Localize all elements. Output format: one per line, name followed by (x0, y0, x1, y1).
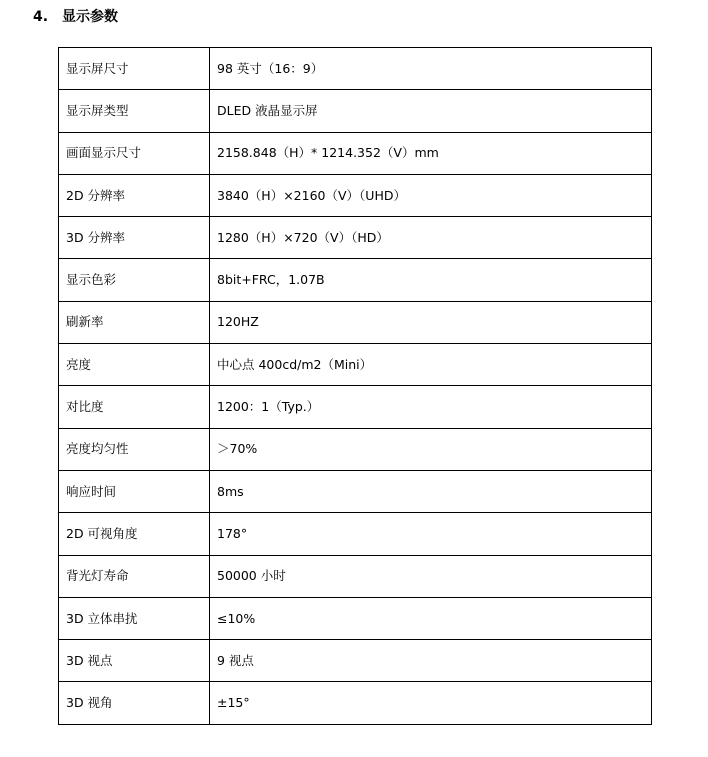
spec-value: 3840（H）×2160（V）（UHD） (210, 174, 652, 216)
spec-value: 178° (210, 513, 652, 555)
section-heading (33, 7, 118, 27)
table-row (59, 640, 652, 682)
table-row (59, 428, 652, 470)
spec-label: 2D 分辨率 (59, 174, 210, 216)
table-row (59, 48, 652, 90)
spec-label: 显示屏尺寸 (59, 48, 210, 90)
spec-value: 50000 小时 (210, 555, 652, 597)
display-spec-table (58, 47, 652, 725)
spec-label: 显示屏类型 (59, 90, 210, 132)
table-row (59, 344, 652, 386)
section-number: 4. (33, 9, 49, 25)
spec-label: 3D 视角 (59, 682, 210, 724)
spec-label: 响应时间 (59, 470, 210, 512)
table-row (59, 597, 652, 639)
table-row (59, 132, 652, 174)
spec-value: ≤10% (210, 597, 652, 639)
spec-value: DLED 液晶显示屏 (210, 90, 652, 132)
spec-label: 2D 可视角度 (59, 513, 210, 555)
spec-value: 中心点 400cd/m2（Mini） (210, 344, 652, 386)
table-row (59, 90, 652, 132)
spec-label: 3D 立体串扰 (59, 597, 210, 639)
spec-label: 3D 分辨率 (59, 217, 210, 259)
table-row (59, 174, 652, 216)
spec-label: 背光灯寿命 (59, 555, 210, 597)
table-row (59, 682, 652, 724)
table-row (59, 555, 652, 597)
section-title: 显示参数 (62, 9, 118, 25)
spec-label: 亮度 (59, 344, 210, 386)
table-row (59, 513, 652, 555)
spec-value: ＞70% (210, 428, 652, 470)
table-row (59, 301, 652, 343)
table-row (59, 259, 652, 301)
spec-value: 1280（H）×720（V）（HD） (210, 217, 652, 259)
spec-value: 9 视点 (210, 640, 652, 682)
spec-label: 显示色彩 (59, 259, 210, 301)
spec-value: 1200：1（Typ.） (210, 386, 652, 428)
spec-label: 亮度均匀性 (59, 428, 210, 470)
spec-label: 画面显示尺寸 (59, 132, 210, 174)
spec-label: 刷新率 (59, 301, 210, 343)
spec-value: 8bit+FRC，1.07B (210, 259, 652, 301)
spec-value: 2158.848（H）* 1214.352（V）mm (210, 132, 652, 174)
table-row (59, 217, 652, 259)
spec-value: ±15° (210, 682, 652, 724)
table-row (59, 386, 652, 428)
spec-label: 对比度 (59, 386, 210, 428)
spec-value: 8ms (210, 470, 652, 512)
spec-label: 3D 视点 (59, 640, 210, 682)
table-row (59, 470, 652, 512)
spec-value: 98 英寸（16：9） (210, 48, 652, 90)
spec-value: 120HZ (210, 301, 652, 343)
